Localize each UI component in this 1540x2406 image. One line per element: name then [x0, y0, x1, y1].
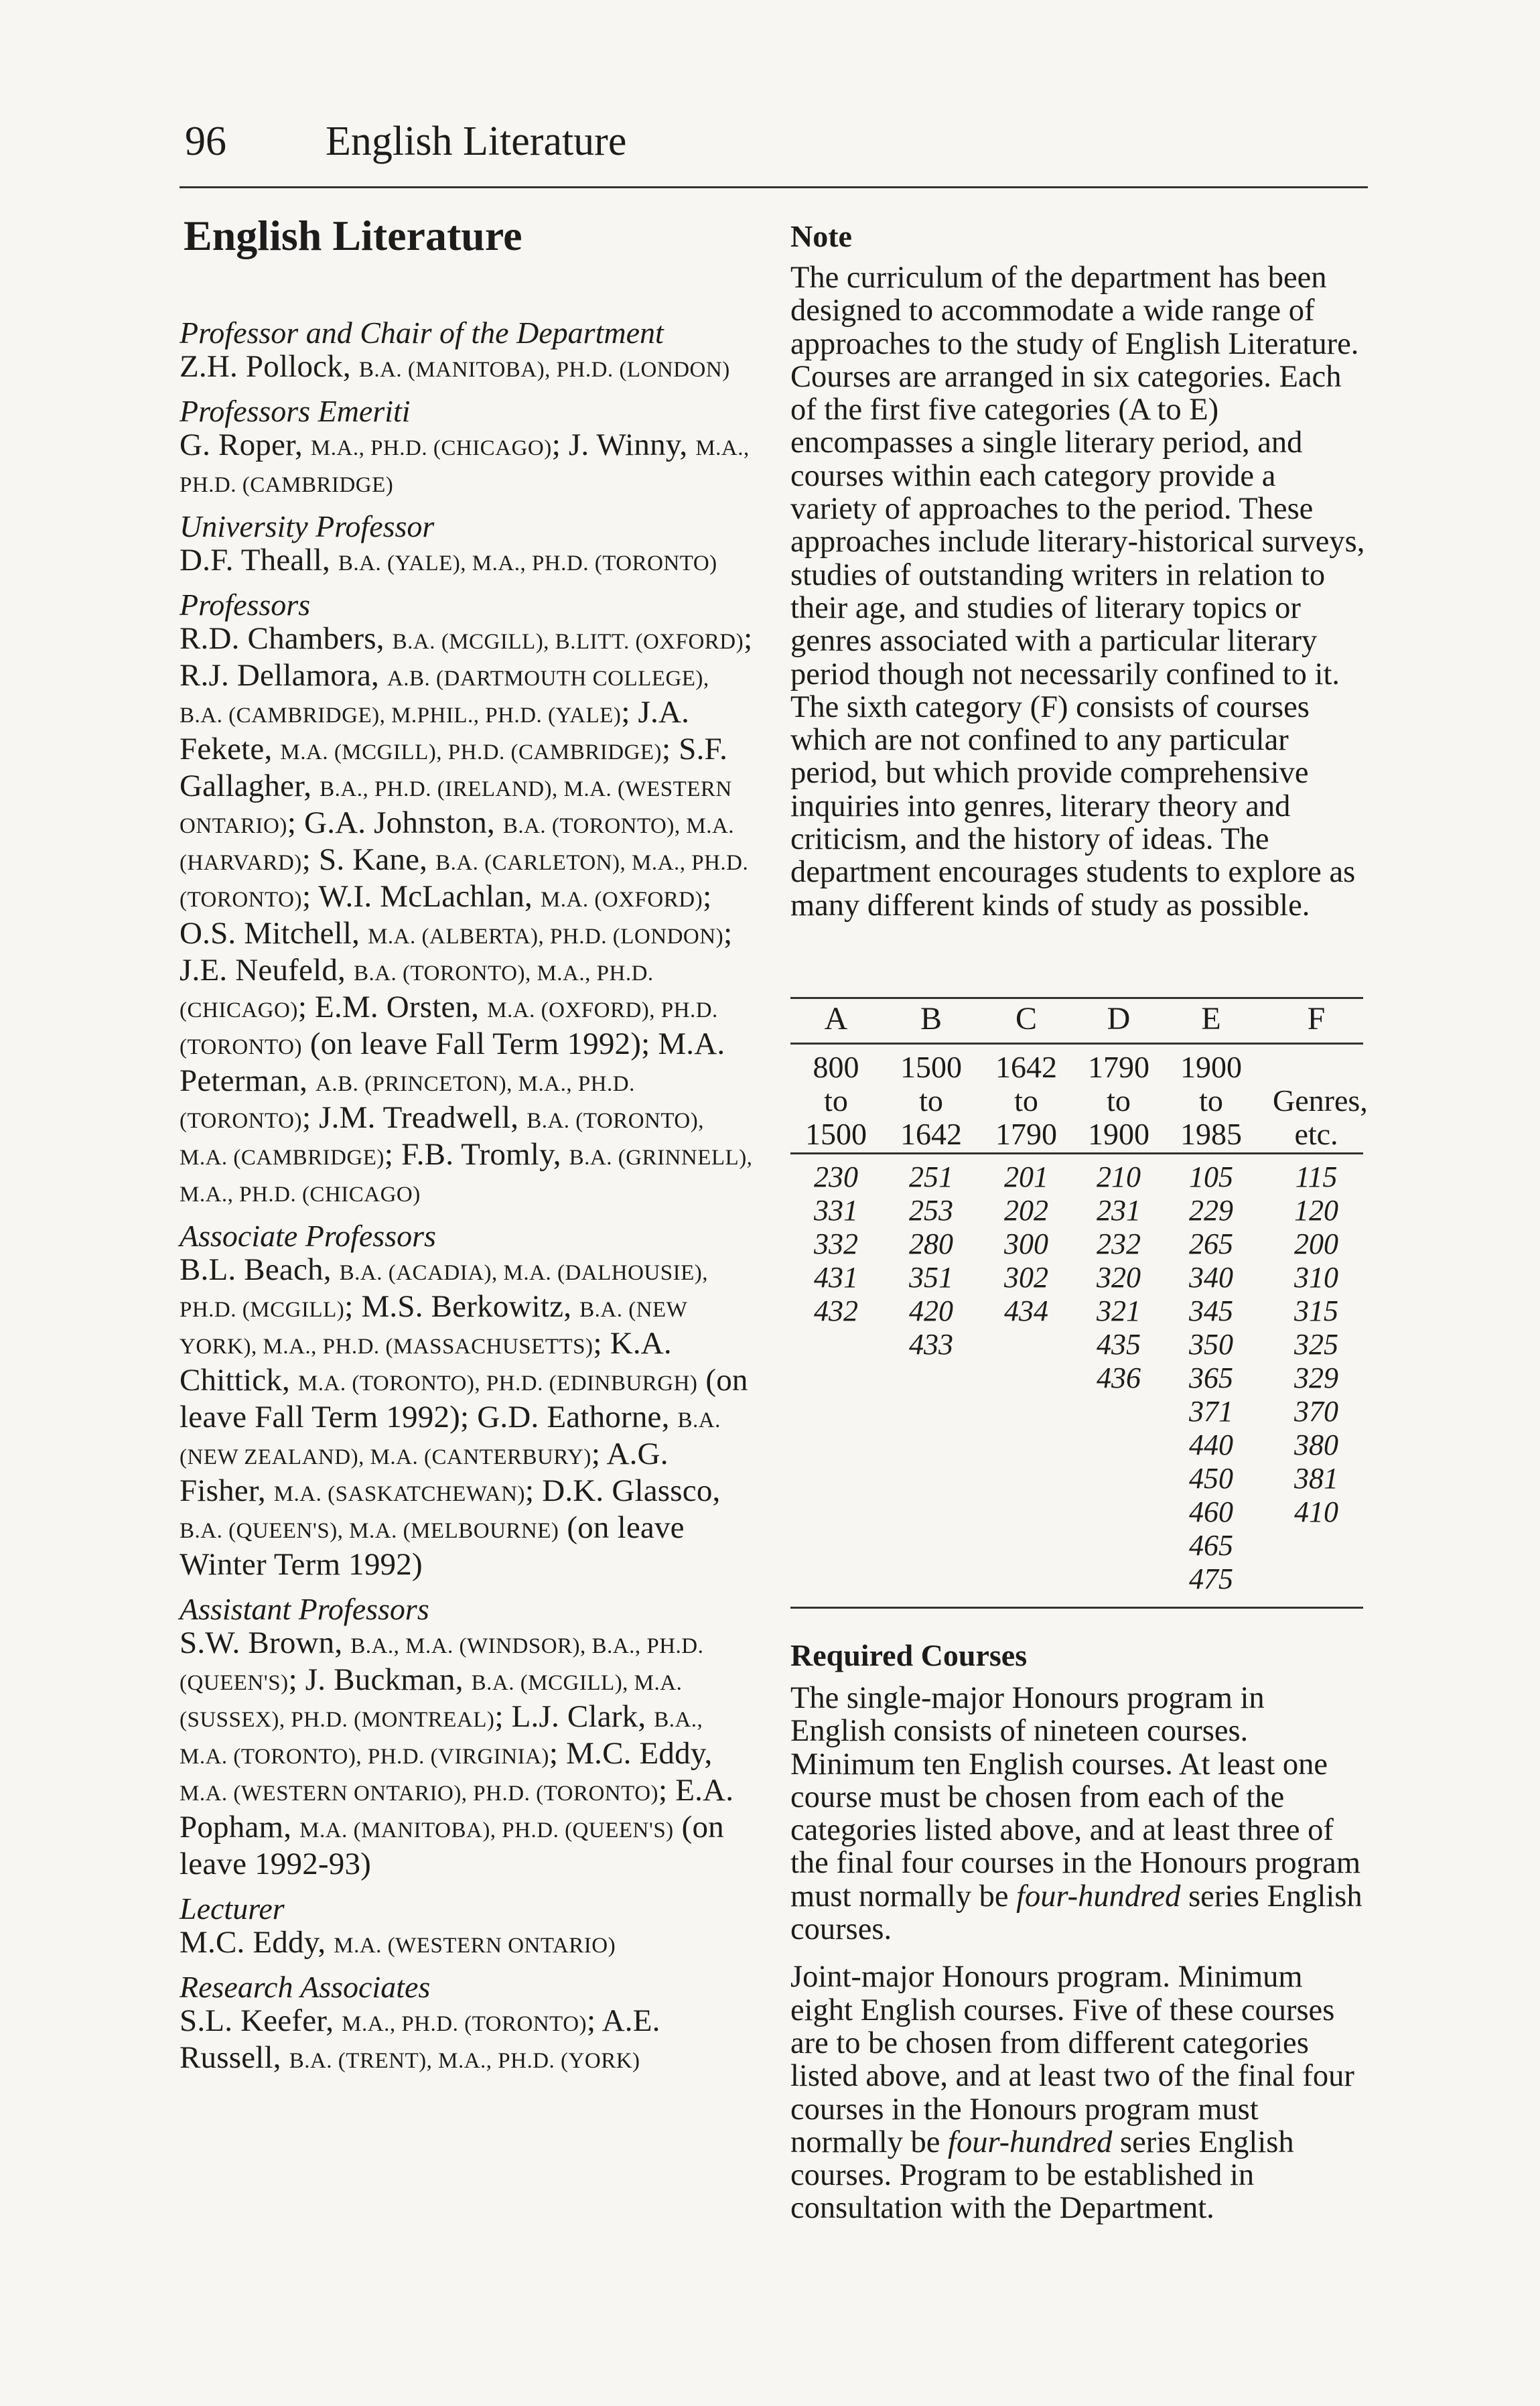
joint-major-text-end: series English courses. Program to be established in consultation with the Department. — [790, 2125, 1294, 2226]
faculty-group-title: Associate Professors — [180, 1219, 436, 1253]
category-period: 1642 — [900, 1117, 962, 1151]
faculty-names — [180, 2004, 756, 2078]
faculty-name: ; J.A. Fekete, — [180, 695, 690, 766]
course-number: 329 — [1294, 1361, 1338, 1394]
faculty-name: ; G.A. Johnston, — [287, 805, 503, 840]
faculty-name: (on leave Winter Term 1992) — [180, 1510, 685, 1582]
course-number: 433 — [909, 1328, 953, 1361]
joint-major-paragraph — [790, 1960, 1367, 2224]
faculty-list — [180, 316, 756, 2078]
faculty-name: ; J. Buckman, — [288, 1662, 472, 1697]
category-period: 1500 — [900, 1050, 962, 1084]
faculty-credentials: M.A. (OXFORD) — [540, 888, 703, 912]
faculty-names — [180, 428, 756, 502]
faculty-names — [180, 350, 756, 387]
course-number: 120 — [1294, 1194, 1338, 1227]
faculty-credentials: M.A. (TORONTO), PH.D. (EDINBURGH) — [297, 1372, 698, 1396]
course-number: 370 — [1294, 1395, 1338, 1428]
faculty-group — [180, 1970, 756, 2078]
faculty-credentials: B.A. (GRINNELL), M.A., PH.D. (CHICAGO) — [180, 1146, 753, 1207]
category-period: 1642 — [995, 1050, 1057, 1084]
course-number: 331 — [814, 1194, 858, 1227]
category-period: 1900 — [1180, 1050, 1242, 1084]
category-period: 1790 — [1088, 1050, 1149, 1084]
faculty-credentials: B.A. (ACADIA), M.A. (DALHOUSIE), PH.D. (MCGILL) — [180, 1261, 709, 1322]
faculty-credentials: M.A. (WESTERN ONTARIO), PH.D. (TORONTO) — [180, 1782, 659, 1806]
running-title: English Literature — [326, 119, 627, 164]
faculty-credentials: M.A. (WESTERN ONTARIO) — [334, 1934, 616, 1958]
faculty-group — [180, 510, 756, 580]
category-period: 1500 — [805, 1117, 867, 1151]
faculty-group — [180, 1593, 756, 1884]
faculty-names — [180, 622, 756, 1211]
course-number: 315 — [1294, 1294, 1338, 1327]
faculty-name: ; L.J. Clark, — [494, 1699, 654, 1734]
course-number: 321 — [1097, 1294, 1141, 1327]
faculty-credentials: M.A., PH.D. (TORONTO) — [342, 2012, 587, 2036]
faculty-column — [180, 214, 756, 2086]
course-number: 231 — [1097, 1194, 1141, 1227]
faculty-name: ; O.S. Mitchell, — [180, 879, 712, 951]
course-number: 253 — [909, 1194, 953, 1227]
course-number: 432 — [814, 1294, 858, 1327]
faculty-credentials: B.A. (NEW YORK), M.A., PH.D. (MASSACHUSETTS) — [180, 1298, 687, 1359]
course-number: 332 — [814, 1227, 858, 1260]
category-period: to — [919, 1083, 943, 1118]
faculty-credentials: M.A., PH.D. (CHICAGO) — [310, 436, 552, 460]
faculty-name: S.W. Brown, — [180, 1625, 351, 1660]
course-number: 280 — [909, 1227, 953, 1260]
course-number: 435 — [1097, 1328, 1141, 1361]
course-number: 431 — [814, 1261, 858, 1294]
course-number: 302 — [1004, 1261, 1048, 1294]
category-period: 1900 — [1088, 1117, 1149, 1151]
category-period: Genres, — [1273, 1083, 1368, 1118]
single-major-emphasis: four-hundred — [1016, 1879, 1181, 1914]
faculty-credentials: B.A. (NEW ZEALAND), M.A. (CANTERBURY) — [180, 1408, 721, 1469]
faculty-name: R.D. Chambers, — [180, 621, 393, 656]
faculty-name: G. Roper, — [180, 427, 311, 462]
course-number: 115 — [1295, 1160, 1338, 1193]
course-number: 201 — [1004, 1160, 1048, 1193]
faculty-name: D.F. Theall, — [180, 543, 338, 578]
course-number: 325 — [1294, 1328, 1338, 1361]
course-number: 345 — [1189, 1294, 1233, 1327]
faculty-names — [180, 1626, 756, 1884]
faculty-name: (on leave Fall Term 1992); G.D. Eathorne, — [180, 1363, 748, 1434]
course-number: 371 — [1189, 1395, 1233, 1428]
category-period: 800 — [813, 1050, 859, 1084]
table-bottom-rule — [790, 1607, 1363, 1609]
course-number: 420 — [909, 1294, 953, 1327]
faculty-credentials: B.A. (TRENT), M.A., PH.D. (YORK) — [289, 2049, 640, 2073]
faculty-group-title: Professor and Chair of the Department — [180, 316, 664, 350]
course-number: 251 — [909, 1160, 953, 1193]
course-number: 351 — [909, 1261, 953, 1294]
faculty-credentials: M.A., PH.D. (CAMBRIDGE) — [180, 436, 750, 497]
faculty-group-title: Lecturer — [180, 1891, 285, 1926]
faculty-name: M.C. Eddy, — [180, 1925, 334, 1960]
category-period: 1985 — [1180, 1117, 1242, 1151]
faculty-name: Z.H. Pollock, — [180, 349, 359, 384]
single-major-paragraph — [790, 1682, 1367, 1946]
category-period: to — [824, 1083, 848, 1118]
course-number: 380 — [1294, 1428, 1338, 1461]
course-number: 300 — [1004, 1227, 1048, 1260]
faculty-credentials: A.B. (PRINCETON), M.A., PH.D. (TORONTO) — [180, 1072, 635, 1133]
course-number: 230 — [814, 1160, 858, 1193]
course-number: 340 — [1189, 1261, 1233, 1294]
faculty-credentials: M.A. (OXFORD), PH.D. (TORONTO) — [180, 998, 718, 1059]
faculty-name: ; S.F. Gallagher, — [180, 732, 728, 803]
faculty-group — [180, 395, 756, 502]
faculty-name: ; J.M. Treadwell, — [301, 1100, 527, 1135]
faculty-credentials: B.A. (YALE), M.A., PH.D. (TORONTO) — [338, 551, 717, 576]
faculty-group — [180, 1892, 756, 1962]
faculty-name: ; J.E. Neufeld, — [180, 916, 733, 988]
faculty-credentials: B.A., M.A. (WINDSOR), B.A., PH.D. (QUEEN'S) — [180, 1634, 704, 1695]
course-number: 465 — [1189, 1529, 1233, 1562]
faculty-name: ; S. Kane, — [301, 842, 436, 877]
course-number: 229 — [1189, 1194, 1233, 1227]
required-courses-heading: Required Courses — [790, 1638, 1028, 1672]
category-period: to — [1107, 1083, 1131, 1118]
faculty-name: ; W.I. McLachlan, — [301, 879, 541, 914]
faculty-name: ; D.K. Glassco, — [524, 1473, 721, 1508]
faculty-name: B.L. Beach, — [180, 1252, 340, 1287]
course-number: 200 — [1294, 1227, 1338, 1260]
faculty-name: ; R.J. Dellamora, — [180, 621, 753, 693]
faculty-credentials: B.A., PH.D. (IRELAND), M.A. (WESTERN ONTARIO) — [180, 777, 732, 838]
course-number: 410 — [1294, 1495, 1338, 1528]
course-number: 450 — [1189, 1462, 1233, 1495]
category-letter: C — [1015, 1001, 1037, 1037]
faculty-group-title: Assistant Professors — [180, 1592, 429, 1626]
faculty-name: (on leave 1992-93) — [180, 1810, 724, 1881]
faculty-credentials: M.A. (MANITOBA), PH.D. (QUEEN'S) — [299, 1818, 674, 1843]
course-number: 310 — [1294, 1261, 1338, 1294]
faculty-names — [180, 543, 756, 580]
category-letter: E — [1201, 1001, 1221, 1037]
joint-major-emphasis: four-hundred — [948, 2125, 1113, 2159]
category-letter: F — [1307, 1001, 1326, 1037]
course-number: 210 — [1097, 1160, 1141, 1193]
faculty-credentials: B.A. (CARLETON), M.A., PH.D. (TORONTO) — [180, 851, 749, 912]
course-number: 381 — [1294, 1462, 1338, 1495]
faculty-name: ; E.A. Popham, — [180, 1773, 734, 1845]
course-number: 232 — [1097, 1227, 1141, 1260]
table-header-rule — [790, 1043, 1363, 1045]
single-major-text: The single-major Honours program in English consists of nineteen courses. Minimum ten English courses. At least one course must be chosen from each of the categories listed above, and at least three of the final four courses in the Honours program must normally be — [790, 1681, 1360, 1914]
course-number: 350 — [1189, 1328, 1233, 1361]
course-number: 434 — [1004, 1294, 1048, 1327]
note-heading: Note — [790, 219, 852, 253]
course-number: 202 — [1004, 1194, 1048, 1227]
faculty-credentials: B.A. (TORONTO), M.A. (CAMBRIDGE) — [180, 1109, 704, 1170]
faculty-name: ; A.E. Russell, — [180, 2003, 660, 2075]
page-number: 96 — [185, 119, 226, 164]
category-letter: B — [920, 1001, 942, 1037]
faculty-group — [180, 1219, 756, 1585]
faculty-credentials: B.A., M.A. (TORONTO), PH.D. (VIRGINIA) — [180, 1708, 703, 1769]
table-top-rule — [790, 997, 1363, 999]
faculty-credentials: B.A. (MCGILL), B.LITT. (OXFORD) — [392, 630, 744, 654]
required-courses-section — [790, 1640, 1367, 2225]
category-letter: A — [824, 1001, 848, 1037]
faculty-group — [180, 588, 756, 1211]
header-rule — [180, 186, 1368, 188]
category-period: 1790 — [995, 1117, 1057, 1151]
category-letter: D — [1107, 1001, 1131, 1037]
faculty-name: ; J. Winny, — [551, 427, 696, 462]
course-number: 440 — [1189, 1428, 1233, 1461]
faculty-name: ; K.A. Chittick, — [180, 1326, 672, 1398]
faculty-credentials: M.A. (ALBERTA), PH.D. (LONDON) — [368, 925, 724, 949]
note-text: The curriculum of the department has been designed to accommodate a wide range of approaches to the study of English Literature. Courses are arranged in six categories. Each of the first five categories (A to E) encompasses a single literary period, and courses within each category provide a variety of approaches to the period. These approaches include literary-historical surveys, studies of outstanding writers in relation to their age, and studies of literary topics or genres associated with a particular literary period though not necessarily confined to it. The sixth category (F) consists of courses which are not confined to any particular period, but which provide comprehensive inquiries into genres, literary theory and criticism, and the history of ideas. The department encourages students to explore as many different kinds of study as possible. — [790, 261, 1365, 923]
course-number: 265 — [1189, 1227, 1233, 1260]
faculty-group-title: Professors Emeriti — [180, 394, 411, 428]
course-number: 436 — [1097, 1361, 1141, 1394]
faculty-credentials: B.A. (TORONTO), M.A., PH.D. (CHICAGO) — [180, 961, 654, 1022]
faculty-names — [180, 1253, 756, 1585]
course-number: 320 — [1097, 1261, 1141, 1294]
course-number: 475 — [1189, 1562, 1233, 1595]
category-period: to — [1199, 1083, 1223, 1118]
faculty-credentials: M.A. (SASKATCHEWAN) — [273, 1482, 525, 1506]
note-section — [790, 221, 1367, 922]
faculty-group-title: Research Associates — [180, 1970, 431, 2004]
single-major-text-end: series English courses. — [790, 1879, 1362, 1947]
faculty-name: (on leave Fall Term 1992); M.A. Peterman, — [180, 1026, 725, 1098]
table-period-rule — [790, 1152, 1363, 1154]
course-number: 460 — [1189, 1495, 1233, 1528]
faculty-names — [180, 1926, 756, 1962]
faculty-credentials: B.A. (MCGILL), M.A. (SUSSEX), PH.D. (MONTREAL) — [180, 1671, 683, 1732]
faculty-name: ; M.C. Eddy, — [549, 1736, 713, 1771]
faculty-credentials: B.A. (QUEEN'S), M.A. (MELBOURNE) — [180, 1519, 559, 1543]
faculty-credentials: B.A. (TORONTO), M.A. (HARVARD) — [180, 814, 735, 875]
faculty-credentials: M.A. (MCGILL), PH.D. (CAMBRIDGE) — [280, 740, 662, 764]
faculty-group-title: Professors — [180, 588, 311, 622]
faculty-group-title: University Professor — [180, 509, 435, 543]
joint-major-text: Joint-major Honours program. Minimum eight English courses. Five of these courses are to be chosen from different categories listed above, and at least two of the final four courses in the Honours program must normally be — [790, 1960, 1354, 2159]
category-period: etc. — [1294, 1117, 1338, 1151]
faculty-name: S.L. Keefer, — [180, 2003, 342, 2038]
category-period: to — [1014, 1083, 1038, 1118]
faculty-name: ; E.M. Orsten, — [297, 990, 488, 1024]
course-number: 105 — [1189, 1160, 1233, 1193]
faculty-credentials: B.A. (MANITOBA), PH.D. (LONDON) — [358, 358, 730, 382]
page-header — [185, 113, 1364, 173]
faculty-name: ; A.G. Fisher, — [180, 1436, 669, 1508]
faculty-group — [180, 316, 756, 387]
faculty-name: ; F.B. Tromly, — [384, 1137, 569, 1172]
section-title: English Literature — [184, 212, 522, 259]
faculty-name: ; M.S. Berkowitz, — [344, 1289, 580, 1324]
course-number: 365 — [1189, 1361, 1233, 1394]
faculty-credentials: A.B. (DARTMOUTH COLLEGE), B.A. (CAMBRIDGE), M.PHIL., PH.D. (YALE) — [180, 667, 709, 728]
